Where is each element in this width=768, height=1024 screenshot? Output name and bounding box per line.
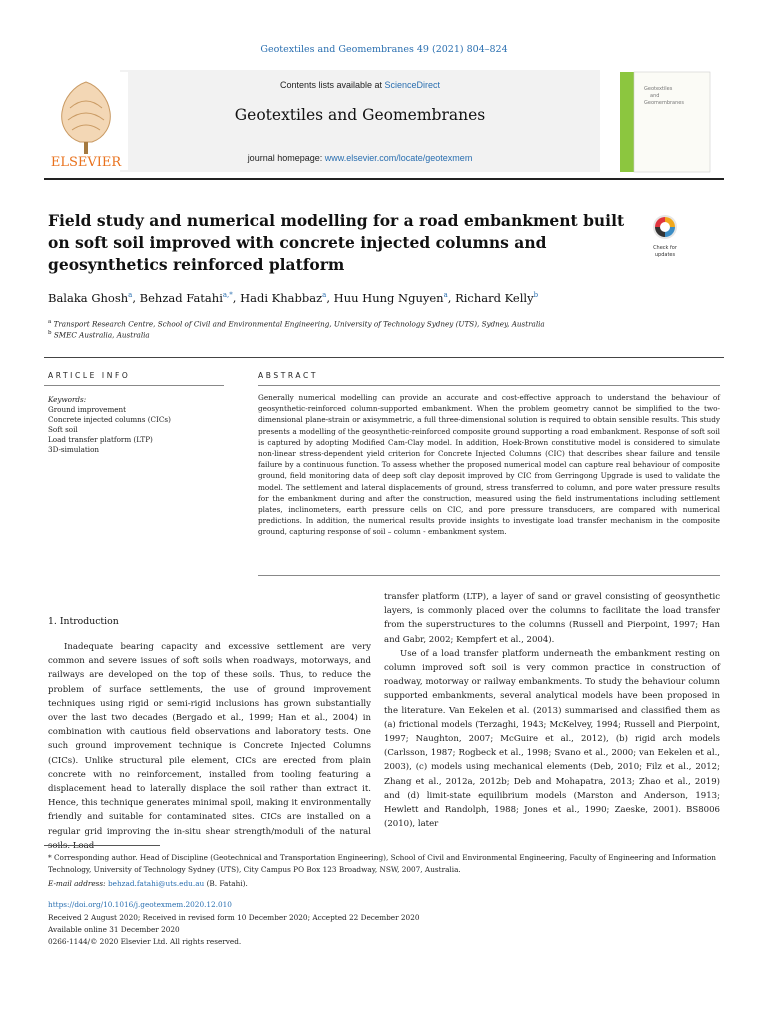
- author-affil-marker[interactable]: a: [443, 291, 448, 300]
- intro-paragraph-1-continued: transfer platform (LTP), a layer of sand or gravel consisting of geosynthetic layers, is commonly placed over the columns to facilitate the load transfer from the superstructures to the columns (Russell and Pierpoint, 1997; Han and Gabr, 2002; Kempfert et al., 2004).: [384, 592, 720, 645]
- copyright-line: 0266-1144/© 2020 Elsevier Ltd. All rights reserved.: [48, 937, 242, 946]
- keyword: Concrete injected columns (CICs): [48, 415, 171, 424]
- keywords-label: Keywords:: [48, 395, 87, 404]
- affiliation-b: $^b$ SMEC Australia, Australia: [48, 330, 150, 340]
- sciencedirect-link[interactable]: ScienceDirect: [384, 80, 441, 90]
- doi-link[interactable]: https://doi.org/10.1016/j.geotexmem.2020.12.010: [48, 900, 232, 909]
- svg-text:ELSEVIER: ELSEVIER: [50, 155, 122, 170]
- author-affil-marker[interactable]: a: [322, 291, 327, 300]
- introduction-heading: 1. Introduction: [48, 616, 119, 627]
- elsevier-logo: [44, 72, 128, 170]
- keywords-block: [48, 395, 224, 455]
- email-label: E-mail address:: [48, 879, 108, 888]
- cover-line-1: Geotextiles: [644, 86, 673, 92]
- header-rule: [44, 178, 724, 180]
- author-list: Balaka Ghosh$^a$, Behzad Fatahi$^{a,*}$, Hadi Khabbaz$^a$, Huu Hung Nguyen$^a$, Richard Kelly$^b$: [48, 291, 539, 305]
- author-name[interactable]: Balaka Ghosh: [48, 291, 129, 305]
- affiliation-a: $^a$ Transport Research Centre, School of Civil and Environmental Engineering, University of Technology Sydney (UTS), Sydney, Australia: [48, 319, 545, 329]
- svg-text:updates: updates: [654, 252, 676, 258]
- journal-cover-thumbnail[interactable]: [620, 70, 724, 174]
- abstract-bottom-rule: [258, 575, 720, 576]
- section-divider: [44, 357, 724, 358]
- body-column-left: [48, 640, 371, 853]
- corresponding-author-note: * Corresponding author. Head of Discipline (Geotechnical and Transportation Engineering), School of Civil and Environmental Engineering, Faculty of Engineering and Information Technology, University of Technology Sydney (UTS), City Campus PO Box 123 Broadway, NSW, 2007, Australia.: [48, 853, 716, 874]
- cover-line-3: Geomembranes: [644, 100, 684, 106]
- article-info-heading: ARTICLE INFO: [48, 371, 131, 380]
- author-affil-marker[interactable]: a: [128, 291, 133, 300]
- email-line: E-mail address: behzad.fatahi@uts.edu.au (B. Fatahi).: [48, 879, 248, 888]
- check-for-updates-badge[interactable]: [648, 214, 682, 260]
- svg-text:Check for: Check for: [653, 245, 677, 251]
- author-name[interactable]: Hadi Khabbaz: [240, 291, 323, 305]
- footnote-rule: [44, 845, 160, 846]
- article-info-rule: [44, 385, 224, 386]
- journal-homepage: [120, 153, 600, 163]
- abstract-heading: ABSTRACT: [258, 371, 319, 380]
- homepage-label: journal homepage:: [247, 153, 325, 163]
- keyword: 3D-simulation: [48, 445, 100, 454]
- received-dates: Received 2 August 2020; Received in revised form 10 December 2020; Accepted 22 December 2020: [48, 913, 420, 922]
- author-name[interactable]: Behzad Fatahi: [139, 291, 223, 305]
- article-title: Field study and numerical modelling for a road embankment built on soft soil improved with concrete injected columns and geosynthetics reinforced platform: [48, 211, 625, 274]
- available-online: Available online 31 December 2020: [48, 925, 180, 934]
- author-affil-marker[interactable]: b: [533, 291, 539, 300]
- contents-availability: [120, 80, 600, 90]
- keyword: Load transfer platform (LTP): [48, 435, 153, 444]
- journal-title: Geotextiles and Geomembranes: [234, 106, 486, 124]
- cover-line-2: and: [650, 93, 660, 99]
- intro-paragraph-2: Use of a load transfer platform underneath the embankment resting on column improved soft soil is very common practice in construction of roadway, motorway or railway embankments. To study the behaviour column supported embankments, several analytical models have been proposed in the literature. Van Eekelen et al. (2013) summarised and classified them as (a) frictional models (Terzaghi, 1943; McKelvey, 1994; Russell and Pierpoint, 1997; Naughton, 2007; McGuire et al., 2012), (b) rigid arch models (Carlsson, 1987; Rogbeck et al., 1998; Svano et al., 2000; van Eekelen et al., 2003), (c) models using mechanical elements (Deb, 2010; Filz et al., 2012; Zhang et al., 2012a, 2012b; Deb and Mohapatra, 2013; Zhao et al., 2019) and (d) limit-state equilibrium models (Marston and Anderson, 1913; Hewlett and Randolph, 1988; Jones et al., 1990; Zaeske, 2001). BS8006 (2010), later: [384, 648, 720, 830]
- keyword: Ground improvement: [48, 405, 127, 414]
- intro-paragraph-1: Inadequate bearing capacity and excessive settlement are very common and severe issues of soft soils when roadways, motorways, and railways are developed on the top of these soils. Thus, to reduce the problem of surface settlements, the use of ground improvement techniques using rigid or semi-rigid inclusions has grown substantially over the last two decades (Bergado et al., 1999; Han et al., 2004) in combination with cautious field observations and laboratory tests. One such ground improvement technique is Concrete Injected Columns (CICs). Unlike structural pile element, CICs are erected from plain concrete with no reinforcement, installed from tooling featuring a displacement head to laterally displace the soil rather than extract it. Hence, this technique generates minimal spoil, making it environmentally friendly and suitable for contaminated sites. CICs are installed on a regular grid improving the in-situ shear strength/moduli of the natural: [48, 642, 371, 837]
- author-name[interactable]: Richard Kelly: [455, 291, 534, 305]
- body-column-right: [384, 590, 720, 831]
- contents-prefix: Contents lists available at: [279, 80, 385, 90]
- journal-reference[interactable]: Geotextiles and Geomembranes 49 (2021) 804–824: [260, 44, 508, 55]
- author-affil-marker[interactable]: a,*: [222, 291, 233, 300]
- abstract-text: Generally numerical modelling can provide an accurate and cost-effective approach to understand the behaviour of geosynthetic-reinforced column-supported embankment. When the problem geometry cannot be simplified to the two-dimensional plane-strain or axisymmetric, a full three-dimensional solution is required to obtain sensible results. This study presents a modelling of the geosynthetic-reinforced composite ground supporting a road embankment. Response of soft soil is captured by adopting Modified Cam-Clay model. In addition, Hoek-Brown constitutive model is considered to simulate non-linear stress-dependent yield criterion for Concrete Injected Columns (CIC) that describes shear failure and tensile failure by a continuous function. To assess whether the proposed numerical model can capture real behaviour of composite ground, field monitoring data of deep soft clay deposit improved by CIC from Gerringong Upgrade is used to validate the model. The settlement and lateral displacements of ground, stress transferred to column, and pore water pressure results for the embankment during and after the construction, measured using the field instrumentations including settlement plates, inclinometers, earth pressure cells on CIC, and pore pressure transducers, are compared with numerical predictions. In addition, the numerical results provide insights to investigate load transfer mechanism in the composite ground, capturing response of soil – column - embankment system.: [258, 393, 720, 537]
- author-name[interactable]: Huu Hung Nguyen: [333, 291, 444, 305]
- homepage-link[interactable]: www.elsevier.com/locate/geotexmem: [324, 153, 473, 163]
- abstract-rule: [258, 385, 720, 386]
- email-link[interactable]: behzad.fatahi@uts.edu.au: [107, 879, 205, 888]
- keyword: Soft soil: [48, 425, 78, 434]
